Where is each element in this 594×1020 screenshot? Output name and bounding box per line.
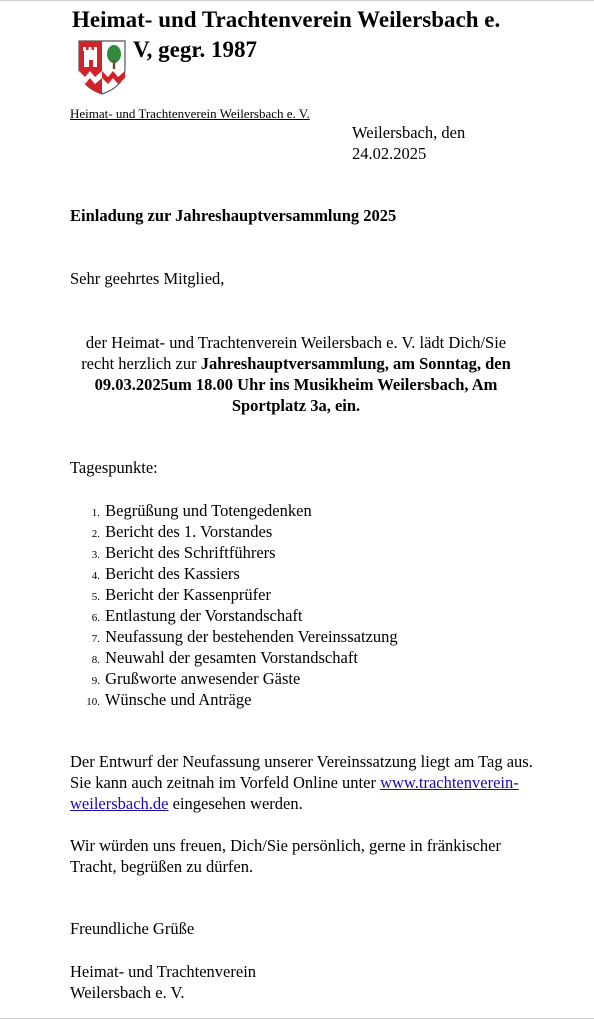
agenda-number: 2. xyxy=(91,528,100,540)
intro-bold: Jahreshauptversammlung, am Sonntag, den 09.03.2025um 18.00 Uhr ins Musikheim Weilersbach, Am Sportplatz 3a, ein. xyxy=(94,354,511,415)
agenda-item xyxy=(82,647,398,668)
agenda-item xyxy=(82,500,398,521)
closing: Freundliche Grüße xyxy=(70,919,195,938)
agenda-text: Neufassung der bestehenden Vereinssatzung xyxy=(105,627,398,646)
invite-paragraph: Wir würden uns freuen, Dich/Sie persönlich, gerne in fränkischer Tracht, begrüßen zu dürfen. xyxy=(70,836,501,876)
date: 24.02.2025 xyxy=(352,144,427,163)
agenda-text: Bericht der Kassenprüfer xyxy=(105,585,271,604)
agenda-item xyxy=(82,521,398,542)
signature xyxy=(70,961,256,1003)
intro-plain: der Heimat- und Trachtenverein Weilersbach e. V. lädt Dich/Sie recht herzlich zur xyxy=(81,333,507,373)
statute-draft-paragraph xyxy=(70,751,540,814)
agenda-item xyxy=(82,668,398,689)
agenda-item xyxy=(82,542,398,563)
signature-line1: Heimat- und Trachtenverein xyxy=(70,962,257,981)
agenda-number: 10. xyxy=(86,696,100,708)
agenda-item xyxy=(82,626,398,647)
agenda-item xyxy=(82,584,398,605)
place-date xyxy=(352,122,465,164)
agenda-item xyxy=(82,605,398,626)
agenda-text: Wünsche und Anträge xyxy=(104,690,252,709)
agenda-title: Tagespunkte: xyxy=(70,458,158,477)
draft-text: Der Entwurf der Neufassung unserer Vereinssatzung liegt am Tag aus. Sie kann auch zeitnah im Vorfeld Online unter xyxy=(70,752,533,792)
agenda-number: 9. xyxy=(91,675,100,687)
coat-of-arms-icon xyxy=(76,38,128,96)
agenda-number: 4. xyxy=(91,570,100,582)
agenda-number: 5. xyxy=(91,591,100,603)
agenda-list xyxy=(82,500,398,710)
agenda-text: Grußworte anwesender Gäste xyxy=(105,669,301,688)
website-link[interactable]: www.trachtenverein-weilersbach.de xyxy=(70,773,519,813)
place: Weilersbach, den xyxy=(352,123,466,142)
bottom-divider xyxy=(0,1018,594,1019)
draft-suffix: eingesehen werden. xyxy=(168,794,303,813)
signature-line2: Weilersbach e. V. xyxy=(70,983,185,1002)
agenda-text: Begrüßung und Totengedenken xyxy=(105,501,312,520)
agenda-number: 6. xyxy=(91,612,100,624)
agenda-number: 8. xyxy=(91,654,100,666)
agenda-text: Bericht des Kassiers xyxy=(105,564,240,583)
top-divider xyxy=(0,0,594,1)
agenda-text: Neuwahl der gesamten Vorstandschaft xyxy=(105,648,358,667)
letterhead-title-line2: V, gegr. 1987 xyxy=(133,37,257,62)
agenda-number: 1. xyxy=(91,507,100,519)
agenda-item xyxy=(82,689,398,710)
sender-line: Heimat- und Trachtenverein Weilersbach e. V. xyxy=(70,106,310,121)
salutation: Sehr geehrtes Mitglied, xyxy=(70,269,225,288)
agenda-text: Bericht des 1. Vorstandes xyxy=(105,522,273,541)
agenda-text: Entlastung der Vorstandschaft xyxy=(105,606,303,625)
agenda-item xyxy=(82,563,398,584)
agenda-number: 7. xyxy=(91,633,100,645)
agenda-text: Bericht des Schriftführers xyxy=(105,543,276,562)
agenda-number: 3. xyxy=(91,549,100,561)
invitation-paragraph xyxy=(70,332,522,416)
letterhead-title-line1: Heimat- und Trachtenverein Weilersbach e. xyxy=(72,7,501,32)
letter-subject: Einladung zur Jahreshauptversammlung 2025 xyxy=(70,206,397,225)
